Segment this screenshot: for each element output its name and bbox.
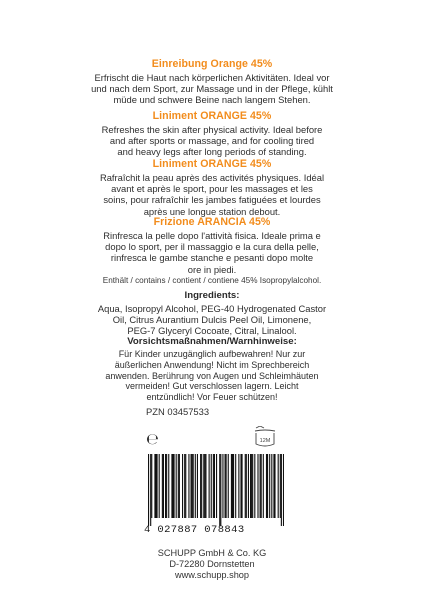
barcode-bar xyxy=(273,454,274,518)
barcode-bar xyxy=(166,454,167,518)
barcode-bar xyxy=(232,454,233,518)
text-line: äußerlichen Anwendung! Nicht im Sprechbereich xyxy=(114,359,310,370)
section-text-it xyxy=(60,230,364,275)
estimated-sign-icon: ℮ xyxy=(146,430,159,448)
barcode-bar xyxy=(254,454,255,518)
barcode-bar xyxy=(274,454,275,518)
text-line: anwenden. Berührung von Augen und Schleimhäuten xyxy=(105,370,319,381)
barcode-bar xyxy=(197,454,198,518)
text-line: müde und schwere Beine nach langem Stehen. xyxy=(113,94,311,106)
barcode-bar xyxy=(150,454,151,526)
text-line: und nach dem Sport, zur Massage und in der Pflege, kühlt xyxy=(91,83,333,95)
barcode-bar xyxy=(257,454,258,518)
text-line: ore in piedi. xyxy=(187,263,237,275)
barcode-bar xyxy=(193,454,194,518)
barcode-bar xyxy=(225,454,226,518)
barcode-bar xyxy=(162,454,163,518)
barcode-bar xyxy=(168,454,169,518)
pzn-number: PZN 03457533 xyxy=(146,406,210,417)
barcode-bar xyxy=(261,454,262,518)
barcode-bar xyxy=(184,454,185,518)
text-line: Aqua, Isopropyl Alcohol, PEG-40 Hydrogenated Castor xyxy=(97,303,327,314)
contains-note: Enthält / contains / contient / contiene 45% Isopropylalcohol. xyxy=(102,276,322,285)
text-line: Für Kinder unzugänglich aufbewahren! Nur zur xyxy=(118,349,306,359)
text-line: Refreshes the skin after physical activity. Ideal before xyxy=(101,124,323,135)
section-heading-fr: Liniment ORANGE 45% xyxy=(152,158,272,170)
barcode-bar xyxy=(179,454,180,518)
barcode-bar xyxy=(185,454,186,518)
ingredients-block xyxy=(60,290,364,337)
open-jar-svg xyxy=(252,426,278,448)
barcode xyxy=(148,454,284,526)
text-line: Oil, Citrus Aurantium Dulcis Peel Oil, Limonene, xyxy=(112,314,312,326)
barcode-bar xyxy=(154,454,155,518)
barcode-bar xyxy=(228,454,229,518)
barcode-bar xyxy=(204,454,205,518)
barcode-bar xyxy=(245,454,246,518)
barcode-bar xyxy=(171,454,172,518)
barcode-bar xyxy=(278,454,279,518)
barcode-bar xyxy=(252,454,253,518)
warnings-title: Vorsichtsmaßnahmen/Warnhinweise: xyxy=(127,336,297,347)
pao-label: 12M xyxy=(259,438,271,444)
barcode-bar xyxy=(222,454,223,518)
barcode-bar xyxy=(172,454,173,518)
barcode-bar xyxy=(214,454,215,518)
barcode-digits: 4 027887 078843 xyxy=(144,524,245,536)
section-text-fr xyxy=(60,172,364,217)
text-line: PEG-7 Glyceryl Cocoate, Citral, Linalool. xyxy=(127,325,297,337)
text-line: vermeiden! Gut verschlossen lagern. Leicht xyxy=(125,381,299,392)
section-en xyxy=(60,110,364,158)
barcode-bar xyxy=(151,454,152,518)
open-jar-icon xyxy=(252,426,278,453)
text-line: après une longue station debout. xyxy=(143,205,281,217)
barcode-bar xyxy=(235,454,236,518)
text-line: dopo lo sport, per il massaggio e la cura della pelle, xyxy=(105,241,319,253)
company-name: SCHUPP GmbH & Co. KG xyxy=(157,548,267,558)
barcode-bar xyxy=(281,454,282,526)
barcode-bar xyxy=(266,454,267,518)
barcode-bar xyxy=(226,454,227,518)
barcode-bar xyxy=(283,454,284,526)
section-de xyxy=(60,58,364,106)
section-heading-it: Frizione ARANCIA 45% xyxy=(153,216,271,228)
barcode-bar xyxy=(182,454,183,518)
warnings-text xyxy=(60,349,364,403)
barcode-bar xyxy=(213,454,214,518)
barcode-bar xyxy=(178,454,179,518)
section-text-en xyxy=(60,124,364,158)
barcode-bar xyxy=(233,454,234,518)
barcode-bar xyxy=(176,454,177,518)
text-line: Rafraîchit la peau après des activités physiques. Idéal xyxy=(99,172,325,183)
barcode-bar xyxy=(201,454,202,518)
barcode-bar xyxy=(205,454,206,518)
barcode-bar xyxy=(246,454,247,518)
barcode-bar xyxy=(271,454,272,518)
barcode-bar xyxy=(267,454,268,518)
text-line: avant et après le sport, pour les massages et les xyxy=(111,183,313,195)
barcode-bar xyxy=(238,454,239,518)
barcode-bar xyxy=(148,454,149,526)
barcode-bar xyxy=(219,454,220,526)
company-address: D-72280 Dornstetten xyxy=(169,559,255,569)
barcode-bar xyxy=(242,454,243,518)
barcode-bar xyxy=(188,454,189,518)
barcode-bar xyxy=(155,454,156,518)
text-line: and after sports or massage, and for cooling tired xyxy=(109,135,315,147)
barcode-bar xyxy=(200,454,201,518)
section-fr xyxy=(60,158,364,217)
barcode-bar xyxy=(157,454,158,518)
barcode-bar xyxy=(159,454,160,518)
barcode-bar xyxy=(195,454,196,518)
barcode-bar xyxy=(251,454,252,518)
barcode-bar xyxy=(280,454,281,518)
barcode-bar xyxy=(192,454,193,518)
text-line: Erfrischt die Haut nach körperlichen Aktivitäten. Ideal vor xyxy=(94,72,330,83)
barcode-bar xyxy=(174,454,175,518)
warnings-block xyxy=(60,336,364,403)
text-line: entzündlich! Vor Feuer schützen! xyxy=(146,392,278,403)
text-line: soins, pour rafraîchir les jambes fatiguées et lourdes xyxy=(103,194,321,206)
section-heading-en: Liniment ORANGE 45% xyxy=(152,110,272,122)
barcode-bar xyxy=(263,454,264,518)
text-line: Rinfresca la pelle dopo l'attività fisica. Ideale prima e xyxy=(103,230,321,241)
barcode-bar xyxy=(216,454,217,518)
barcode-bar xyxy=(260,454,261,518)
section-heading-de: Einreibung Orange 45% xyxy=(151,58,273,70)
barcode-bar xyxy=(163,454,164,518)
barcode-bar xyxy=(211,454,212,518)
company-web: www.schupp.shop xyxy=(174,570,250,580)
barcode-bar xyxy=(269,454,270,518)
section-it xyxy=(60,216,364,275)
text-line: rinfresca le gambe stanche e pesanti dopo molte xyxy=(110,252,314,264)
barcode-bar xyxy=(165,454,166,518)
barcode-bar xyxy=(209,454,210,518)
barcode-bar xyxy=(220,454,221,526)
ingredients-title: Ingredients: xyxy=(184,290,240,301)
section-text-de xyxy=(60,72,364,106)
text-line: and heavy legs after long periods of standing. xyxy=(117,146,307,158)
barcode-bar xyxy=(248,454,249,518)
barcode-bar xyxy=(240,454,241,518)
barcode-bar xyxy=(231,454,232,518)
barcode-bar xyxy=(203,454,204,518)
ingredients-text xyxy=(60,303,364,337)
company-block xyxy=(100,548,324,581)
barcode-bar xyxy=(191,454,192,518)
barcode-bar xyxy=(250,454,251,518)
